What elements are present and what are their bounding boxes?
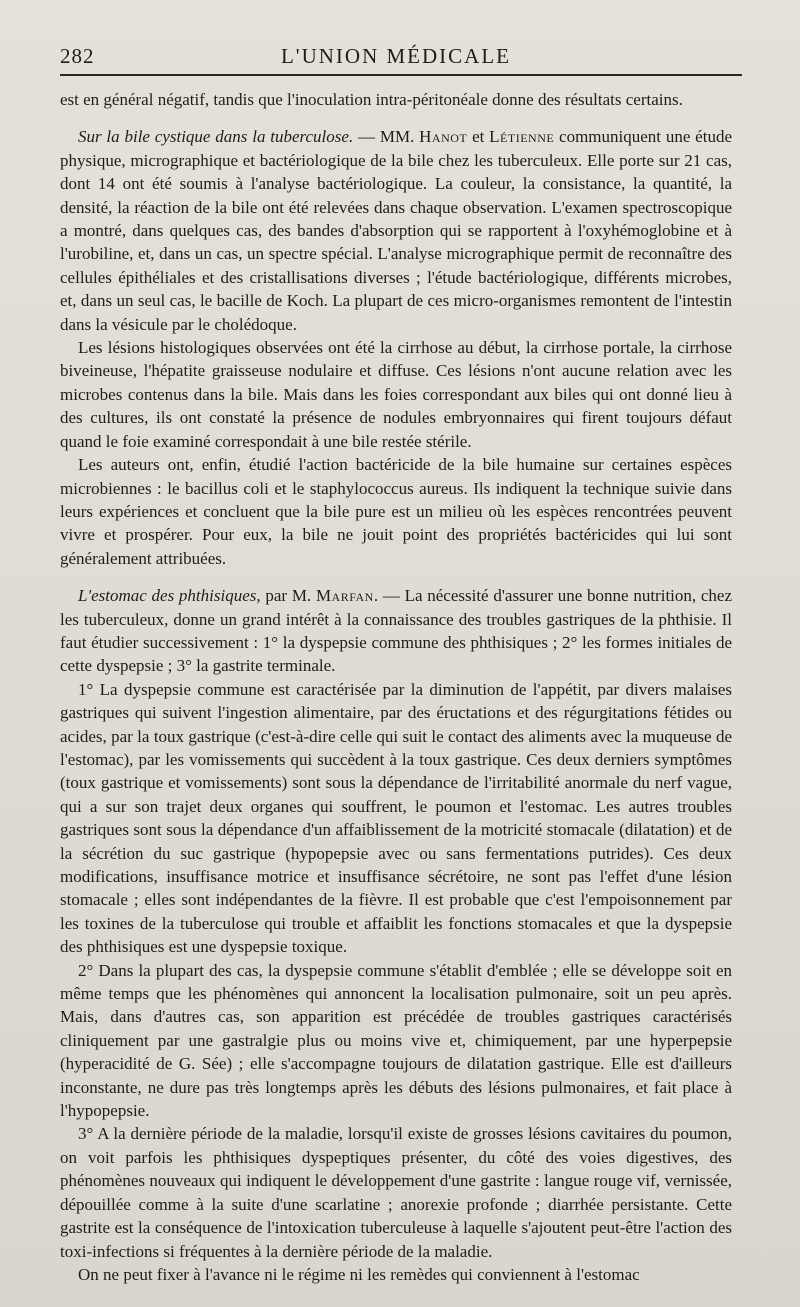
- page-number: 282: [60, 44, 95, 68]
- paragraph-7-text: 2° Dans la plupart des cas, la dyspepsie commune s'établit d'emblée ; elle se développe soit en même temps que les phénomènes qui annoncent la localisation pulmonaire, soit un peu après. Mais, dans d'autres cas, son apparition est précédée de troubles gastriques caractérisés cliniquement par une gastralgie plus ou moins vive et, chimiquement, par une hyperpepsie (hyperacidité de G. Sée) ; elle s'accompagne toujours de dilatation gastrique. Elle est d'ailleurs inconstante, ne dure pas très longtemps après les débuts des lésions pulmonaires, et fait place à l'hypopepsie.: [60, 960, 732, 1121]
- paragraph-bile-cystique: [60, 125, 732, 336]
- paragraph-5-pre: par M.: [260, 586, 316, 606]
- paragraph-9-text: On ne peut fixer à l'avance ni le régime ni les remèdes qui conviennent à l'estomac: [78, 1264, 640, 1284]
- author-marfan: Marfan: [315, 586, 374, 606]
- paragraph-2-pre: — MM.: [353, 127, 420, 147]
- journal-title: L'UNION MÉDICALE: [280, 44, 511, 68]
- paragraph-8-text: 3° A la dernière période de la maladie, lorsqu'il existe de grosses lésions cavitaires du poumon, on voit parfois les phthisiques dyspeptiques présenter, du côté des voies digestives, des phénomènes nouveaux qui indiquent le développement d'une gastrite : langue rouge vif, vernissée, dépouillée comme à la suite d'une scarlatine ; anorexie profonde ; diarrhée persistante. Cette gastrite est la conséquence de l'intoxication tuberculeuse à laquelle s'ajoutent peut-être l'action des toxi-infections si fréquentes à la dernière période de la maladie.: [60, 1124, 732, 1261]
- paragraph-6-text: 1° La dyspepsie commune est caractérisée par la diminution de l'appétit, par divers malaises gastriques qui suivent l'ingestion alimentaire, par des éructations et des régurgitations fétides ou acides, par la toux gastrique (c'est-à-dire celle qui suit le contact des aliments avec la muqueuse de l'estomac), par les vomissements qui succèdent à la toux gastrique. Ces deux derniers symptômes (toux gastrique et vomissements) sont sous la dépendance de l'irritabilité anormale du nerf vague, qui a sur son trajet deux organes qui souffrent, le poumon et l'estomac. Les autres troubles gastriques sont sous la dépendance d'un affaiblissement de la motricité stomacale (dilatation) et de la sécrétion du suc gastrique (hypopepsie avec ou sans fermentations putrides). Ces deux modifications, insuffisance motrice et insuffisance sécrétoire, ne sont pas l'effet d'une lésion stomacale ; elles sont indépendantes de la fièvre. Il est probable que c'est l'empoisonnement par les toxines de la tuberculose qui trouble et affaiblit les fonctions stomacales et que la dyspepsie des phthisiques est une dyspepsie toxique.: [60, 679, 732, 957]
- paragraph-2-mid: et: [467, 127, 490, 147]
- article-body: [60, 88, 732, 1286]
- paragraph-5-text: . — La nécessité d'assurer une bonne nutrition, chez les tuberculeux, donne un grand intérêt à la connaissance des troubles gastriques de la phthisie. Il faut étudier successivement : 1° la dyspepsie commune des phthisiques ; 2° les formes initiales de cette dyspepsie ; 3° la gastrite terminale.: [60, 586, 733, 676]
- header-rule: [60, 74, 742, 76]
- paragraph-1: [60, 88, 732, 111]
- paragraph-2-text: communiquent une étude physique, micrographique et bactériologique de la bile chez les tuberculeux. Elle porte sur 21 cas, dont 14 ont été soumis à l'analyse bactériologique. La couleur, la consistance, la quantité, la densité, la réaction de la bile ont été relevées dans chaque observation. L'examen spectroscopique a montré, dans quelques cas, des bandes d'absorption qui se rapportent à l'oxyhémoglobine et à l'urobiline, et, dans un cas, un spectre spécial. L'analyse micrographique permit de reconnaître des cellules épithéliales et des cristallisations diverses ; l'étude bactériologique, différents microbes, et, dans un seul cas, le bacille de Koch. La plupart de ces micro-organismes remontent de l'intestin dans la vésicule par le cholédoque.: [60, 127, 732, 334]
- paragraph-8: [60, 1122, 732, 1262]
- section-title-bile: Sur la bile cystique dans la tuberculose.: [78, 127, 354, 147]
- paragraph-3-text: Les lésions histologiques observées ont été la cirrhose au début, la cirrhose portale, la cirrhose biveineuse, l'hépatite graisseuse nodulaire et diffuse. Ces lésions n'ont aucune relation avec les microbes contenus dans la bile. Mais dans les foies correspondant aux biles qui ont donné lieu à des cultures, ils ont constaté la présence de nodules embryonnaires qui firent toujours défaut quand le foie examiné correspondait à une bile restée stérile.: [60, 338, 732, 451]
- paragraph-7: [60, 959, 732, 1123]
- paragraph-4-text: Les auteurs ont, enfin, étudié l'action bactéricide de la bile humaine sur certaines espèces microbiennes : le bacillus coli et le staphylococcus aureus. Ils indiquent la technique suivie dans leurs expériences et concluent que la bile pure est un milieu où les espèces rencontrées peuvent vivre et prospérer. Pour eux, la bile ne jouit point des propriétés bactéricides qui lui sont généralement attribuées.: [60, 455, 732, 568]
- section-title-estomac: L'estomac des phthisiques,: [78, 586, 261, 606]
- author-letienne: Létienne: [489, 127, 555, 147]
- paragraph-4: [60, 453, 732, 570]
- author-hanot: Hanot: [419, 127, 468, 147]
- paragraph-6: [60, 678, 732, 959]
- paragraph-3: [60, 336, 732, 453]
- paragraph-estomac: [60, 584, 732, 678]
- paragraph-9: [60, 1263, 732, 1286]
- paragraph-1-text: est en général négatif, tandis que l'inoculation intra-péritonéale donne des résultats certains.: [60, 90, 683, 109]
- page-header: [60, 40, 732, 74]
